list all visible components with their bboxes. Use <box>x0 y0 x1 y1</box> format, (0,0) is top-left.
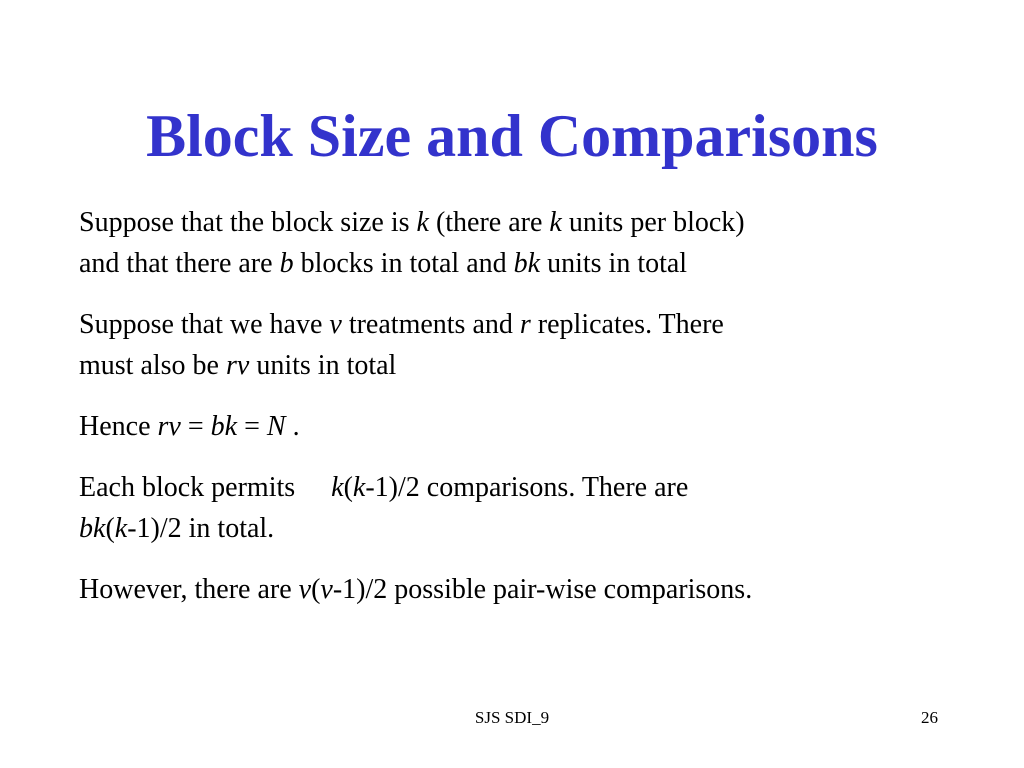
variable-b: b <box>279 248 294 279</box>
variable-k: k <box>416 207 429 238</box>
equals-sign: = <box>237 411 267 442</box>
footer-label: SJS SDI_9 <box>474 708 550 727</box>
text-run: must also be <box>79 350 226 381</box>
text-run: Suppose that we have <box>79 309 330 340</box>
paragraph-line <box>79 243 959 284</box>
text-run: (there are <box>428 207 550 238</box>
text-run: Hence <box>79 411 158 442</box>
slide-body <box>79 202 959 630</box>
paragraph-line <box>79 202 959 243</box>
text-run: blocks in total and <box>293 248 514 279</box>
variable-rv: rv <box>226 350 250 381</box>
slide-title: Block Size and Comparisons <box>146 103 878 169</box>
paragraph-pairwise <box>79 569 959 610</box>
paragraph-line <box>79 304 959 345</box>
variable-k: k <box>549 207 562 238</box>
text-run: ( <box>343 472 353 503</box>
text-run: Suppose that the block size is <box>79 207 417 238</box>
text-run: ( <box>311 574 321 605</box>
text-run: units in total <box>249 350 397 381</box>
paragraph-line <box>79 508 959 549</box>
text-run: Each block permits <box>79 472 296 503</box>
paragraph-hence <box>79 406 959 447</box>
variable-bk: bk <box>513 248 541 279</box>
text-run: -1)/2 possible pair-wise comparisons. <box>332 574 753 605</box>
variable-rv: rv <box>157 411 181 442</box>
text-run: replicates. There <box>530 309 724 340</box>
variable-k: k <box>331 472 344 503</box>
text-run: -1)/2 in total. <box>127 513 275 544</box>
text-run: . <box>285 411 300 442</box>
paragraph-block-permits <box>79 467 959 549</box>
variable-v: v <box>320 574 333 605</box>
variable-k: k <box>352 472 366 503</box>
variable-bk: bk <box>79 513 106 544</box>
text-run: However, there are <box>79 574 299 605</box>
equals-sign: = <box>180 411 211 442</box>
variable-v: v <box>329 309 342 340</box>
paragraph-line <box>79 569 959 610</box>
paragraph-line <box>79 467 959 508</box>
paragraph-treatments <box>79 304 959 386</box>
page-number: 26 <box>921 708 938 727</box>
paragraph-line <box>79 345 959 386</box>
text-run: units in total <box>540 248 688 279</box>
text-run: treatments and <box>341 309 520 340</box>
variable-r: r <box>519 309 531 340</box>
text-run: units per block) <box>561 207 745 238</box>
variable-n: N <box>266 411 286 442</box>
text-run: and that there are <box>79 248 280 279</box>
paragraph-block-size <box>79 202 959 284</box>
variable-v: v <box>298 574 312 605</box>
variable-bk: bk <box>210 411 238 442</box>
text-run: ( <box>105 513 115 544</box>
text-run: -1)/2 comparisons. There are <box>365 472 689 503</box>
paragraph-line <box>79 406 959 447</box>
variable-k: k <box>114 513 128 544</box>
